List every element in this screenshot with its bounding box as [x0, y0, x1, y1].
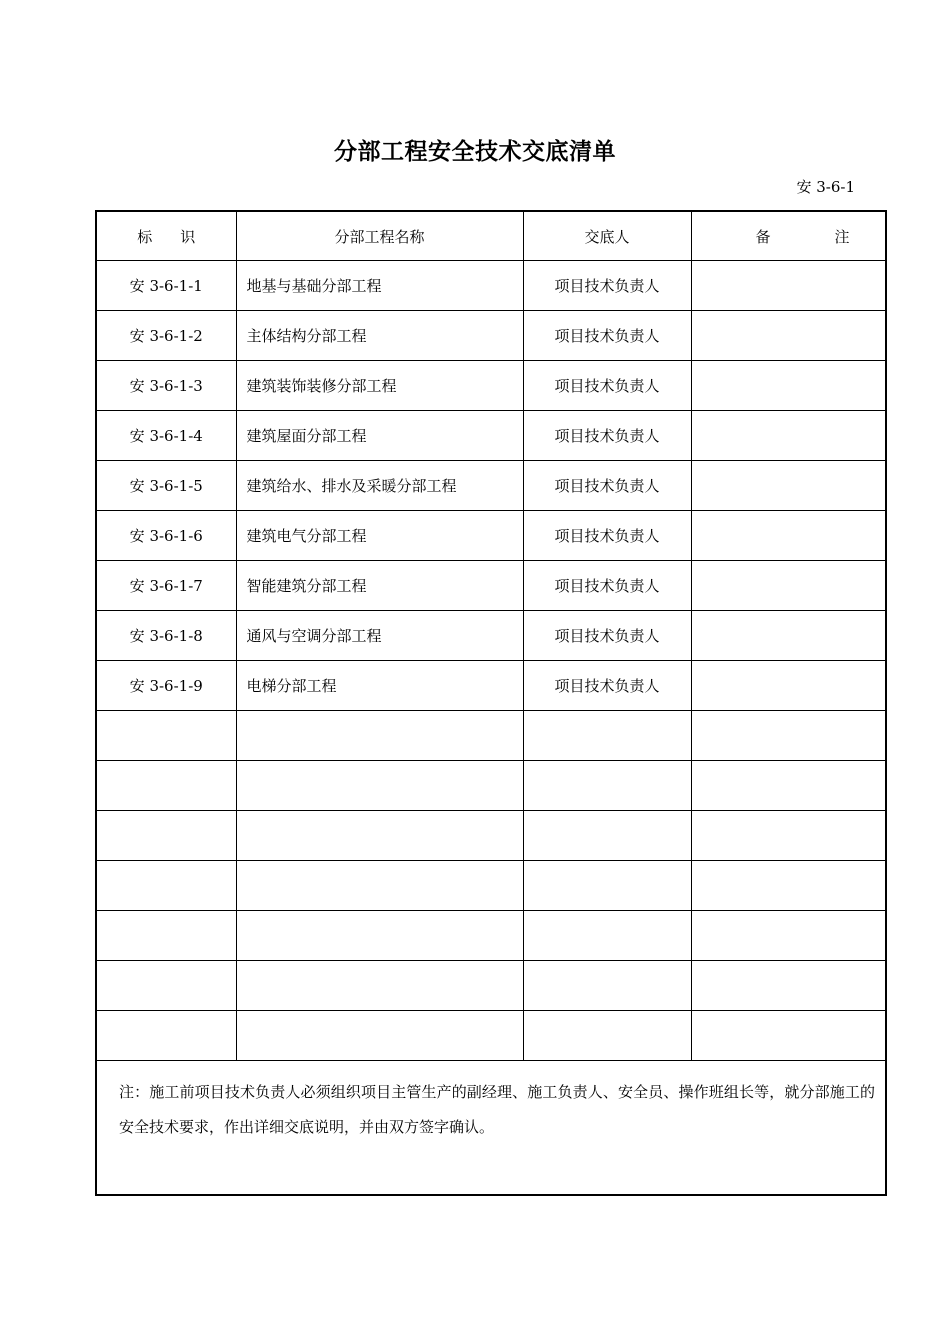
- row-id-cell: [96, 961, 236, 1011]
- row-person-cell: [523, 711, 691, 761]
- header-id: 标识: [137, 227, 224, 246]
- table-header-row: [96, 211, 886, 261]
- row-remark-cell: [691, 1011, 886, 1061]
- row-id-cell: [96, 1011, 236, 1061]
- row-name-cell: [236, 961, 523, 1011]
- row-person-cell: 项目技术负责人: [523, 611, 691, 661]
- row-name-cell: [236, 761, 523, 811]
- row-name-cell: 通风与空调分部工程: [236, 611, 523, 661]
- table-row: [96, 261, 886, 311]
- row-name-cell: 电梯分部工程: [236, 661, 523, 711]
- row-remark-cell: [691, 711, 886, 761]
- row-remark-cell: [691, 361, 886, 411]
- row-name-cell: 建筑给水、排水及采暖分部工程: [236, 461, 523, 511]
- header-person: 交底人: [584, 227, 630, 246]
- row-id-cell: 安 3-6-1-6: [96, 511, 236, 561]
- row-name-cell: [236, 861, 523, 911]
- row-name-cell: [236, 911, 523, 961]
- table-row: [96, 961, 886, 1011]
- row-name-cell: [236, 711, 523, 761]
- row-id-cell: 安 3-6-1-9: [96, 661, 236, 711]
- row-remark-cell: [691, 861, 886, 911]
- row-remark-cell: [691, 811, 886, 861]
- row-remark-cell: [691, 261, 886, 311]
- table-row: [96, 711, 886, 761]
- row-person-cell: [523, 861, 691, 911]
- row-name-cell: 建筑电气分部工程: [236, 511, 523, 561]
- row-id-cell: [96, 861, 236, 911]
- row-remark-cell: [691, 561, 886, 611]
- row-person-cell: [523, 761, 691, 811]
- row-person-cell: 项目技术负责人: [523, 411, 691, 461]
- row-id-cell: [96, 761, 236, 811]
- table-row: [96, 911, 886, 961]
- row-person-cell: 项目技术负责人: [523, 361, 691, 411]
- header-person-cell: [523, 211, 691, 261]
- row-id-cell: 安 3-6-1-5: [96, 461, 236, 511]
- row-person-cell: 项目技术负责人: [523, 661, 691, 711]
- row-remark-cell: [691, 961, 886, 1011]
- row-name-cell: 建筑屋面分部工程: [236, 411, 523, 461]
- document-title: 分部工程安全技术交底清单: [334, 139, 616, 165]
- row-id-cell: [96, 811, 236, 861]
- row-remark-cell: [691, 511, 886, 561]
- row-person-cell: [523, 961, 691, 1011]
- table-row: [96, 611, 886, 661]
- header-remark-cell: [691, 211, 914, 261]
- table-row: [96, 361, 886, 411]
- note-text: 注：施工前项目技术负责人必须组织项目主管生产的副经理、施工负责人、安全员、操作班组长等，就分部施工的安全技术要求，作出详细交底说明，并由双方签字确认。: [96, 1061, 886, 1196]
- row-person-cell: 项目技术负责人: [523, 511, 691, 561]
- row-remark-cell: [691, 311, 886, 361]
- header-id-cell: [96, 211, 236, 261]
- table-row: [96, 511, 886, 561]
- table-row: [96, 311, 886, 361]
- disclosure-table: [95, 210, 914, 1196]
- row-remark-cell: [691, 411, 886, 461]
- row-person-cell: 项目技术负责人: [523, 261, 691, 311]
- header-remark: 备注: [755, 227, 914, 246]
- table-row: [96, 861, 886, 911]
- header-name-cell: [236, 211, 523, 261]
- row-id-cell: [96, 911, 236, 961]
- note-row: [96, 1061, 886, 1196]
- table-row: [96, 461, 886, 511]
- row-remark-cell: [691, 611, 886, 661]
- table-row: [96, 811, 886, 861]
- row-name-cell: [236, 811, 523, 861]
- row-id-cell: 安 3-6-1-8: [96, 611, 236, 661]
- row-person-cell: [523, 1011, 691, 1061]
- table-row: [96, 661, 886, 711]
- row-person-cell: 项目技术负责人: [523, 561, 691, 611]
- row-person-cell: [523, 811, 691, 861]
- row-remark-cell: [691, 911, 886, 961]
- row-name-cell: 主体结构分部工程: [236, 311, 523, 361]
- header-name: 分部工程名称: [334, 227, 425, 246]
- row-id-cell: 安 3-6-1-1: [96, 261, 236, 311]
- table-body: [96, 211, 914, 1195]
- row-remark-cell: [691, 761, 886, 811]
- row-name-cell: 建筑装饰装修分部工程: [236, 361, 523, 411]
- row-id-cell: 安 3-6-1-2: [96, 311, 236, 361]
- row-person-cell: 项目技术负责人: [523, 311, 691, 361]
- row-id-cell: [96, 711, 236, 761]
- row-person-cell: 项目技术负责人: [523, 461, 691, 511]
- table-row: [96, 1011, 886, 1061]
- table-row: [96, 761, 886, 811]
- row-id-cell: 安 3-6-1-3: [96, 361, 236, 411]
- form-code: 安 3-6-1: [796, 178, 855, 196]
- row-person-cell: [523, 911, 691, 961]
- row-name-cell: 地基与基础分部工程: [236, 261, 523, 311]
- row-id-cell: 安 3-6-1-4: [96, 411, 236, 461]
- table-row: [96, 411, 886, 461]
- row-remark-cell: [691, 461, 886, 511]
- row-remark-cell: [691, 661, 886, 711]
- row-id-cell: 安 3-6-1-7: [96, 561, 236, 611]
- row-name-cell: [236, 1011, 523, 1061]
- row-name-cell: 智能建筑分部工程: [236, 561, 523, 611]
- table-row: [96, 561, 886, 611]
